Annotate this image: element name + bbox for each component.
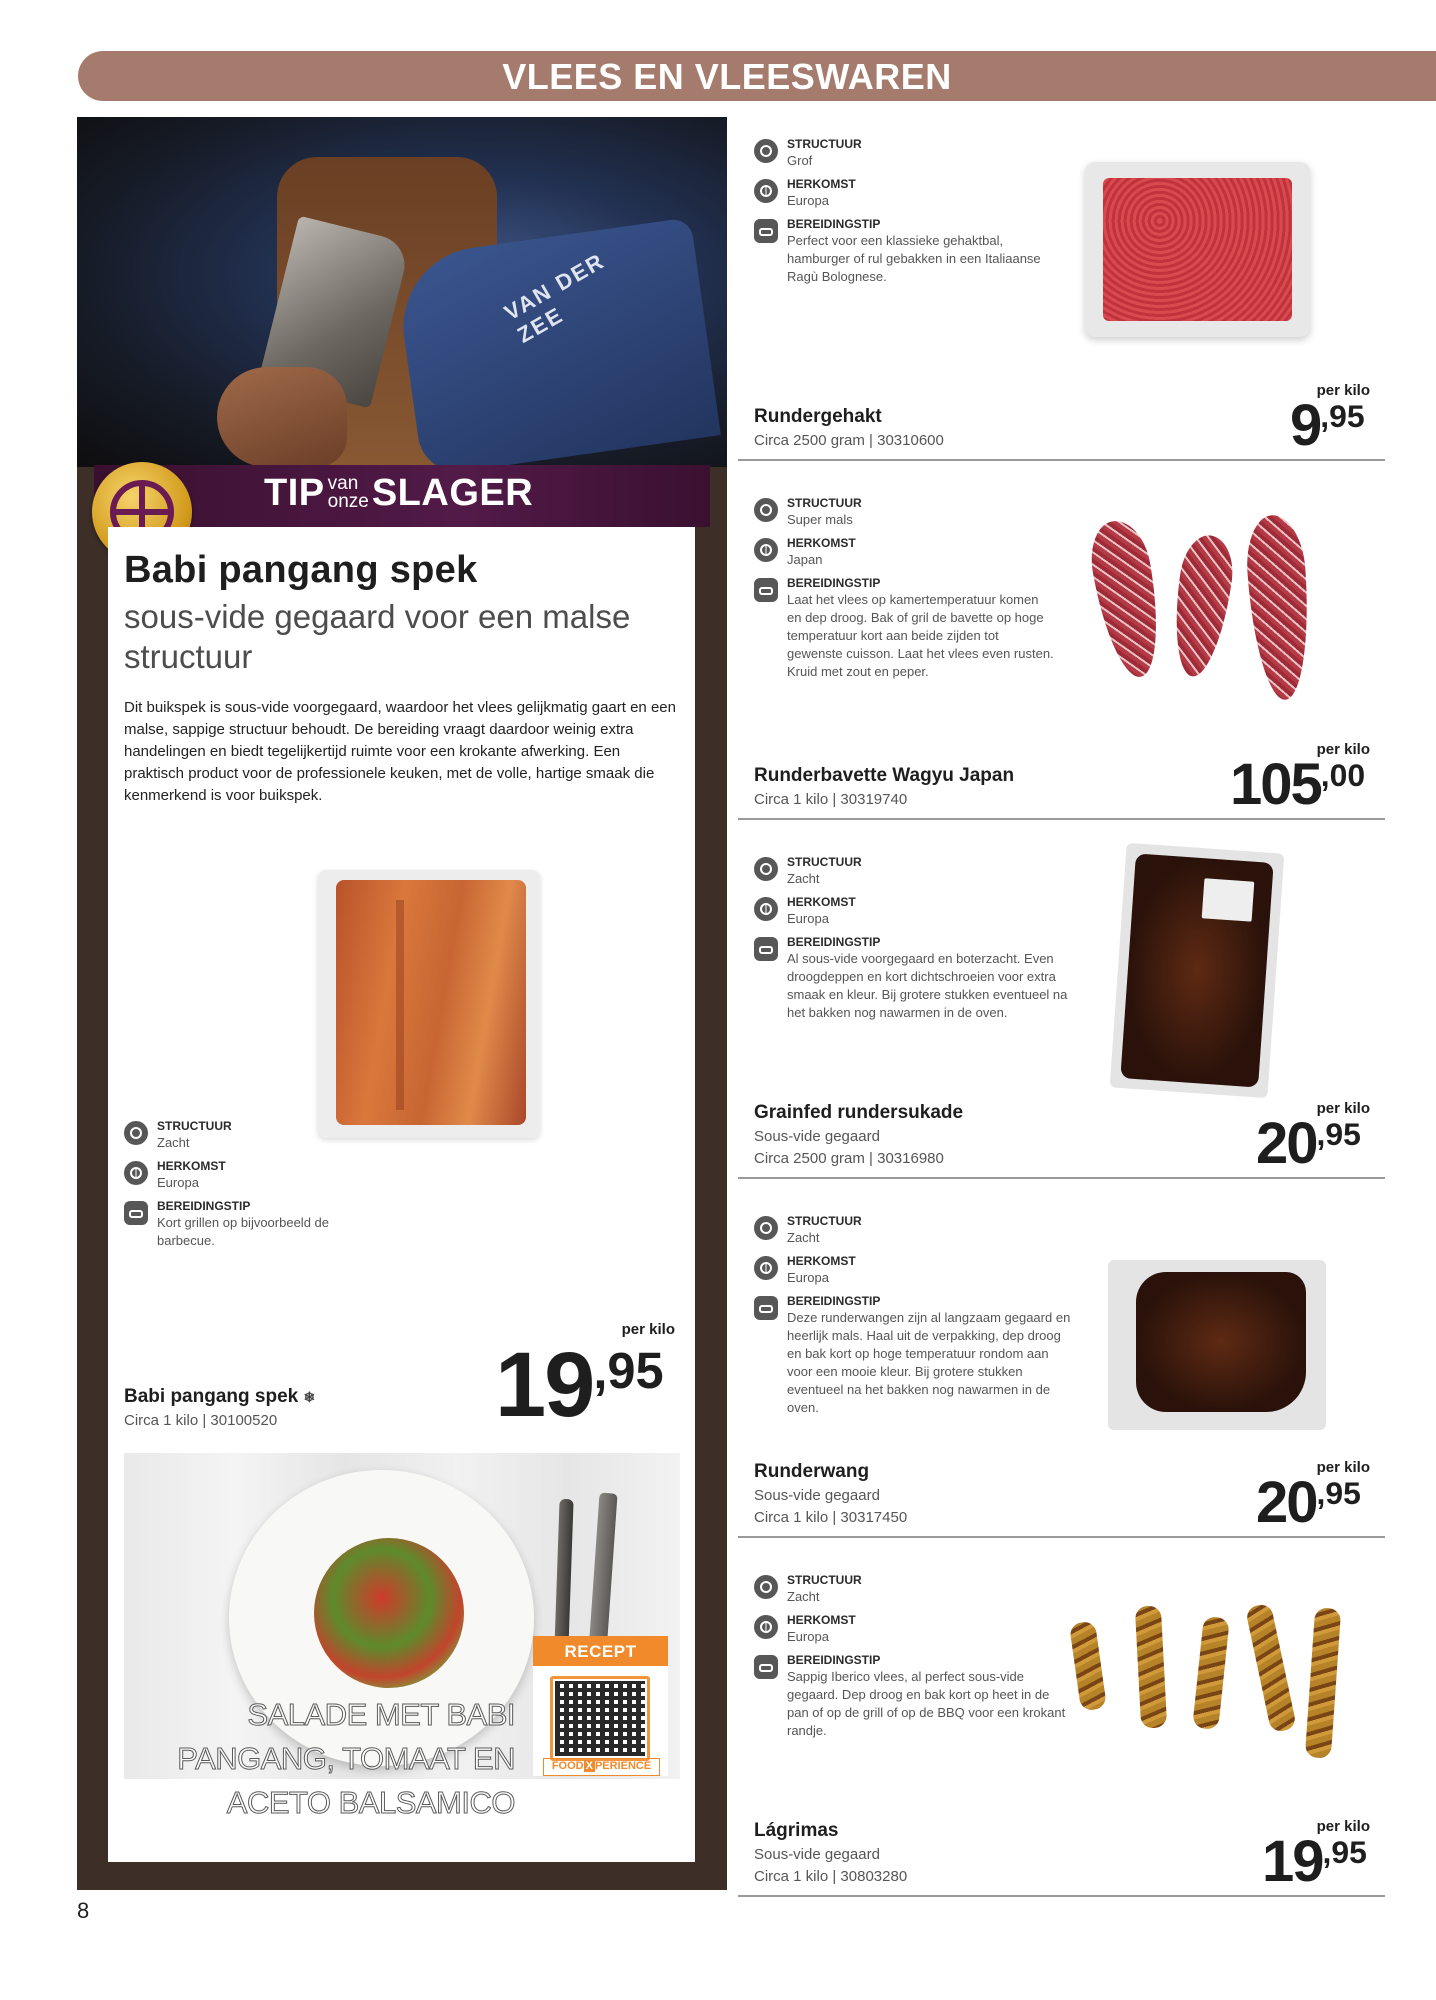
bereidingstip-label: BEREIDINGSTIP: [787, 1294, 881, 1308]
bereidingstip-value: Al sous-vide voorgegaard en boterzacht. Even droogdeppen en kort dichtschroeien voor extra smaak en kleur. Bij grotere stukken eventueel na het bakken nog nawarmen in de oven.: [787, 951, 1068, 1020]
bereidingstip-label: BEREIDINGSTIP: [787, 576, 881, 590]
bereidingstip-value: Sappig Iberico vlees, al perfect sous-vide gegaard. Dep droog en bak kort op heet in de pan of op de grill of op de BBQ voor een krokant randje.: [787, 1669, 1066, 1738]
herkomst-value: Europa: [787, 193, 829, 208]
bereidingstip-label: BEREIDINGSTIP: [787, 217, 881, 231]
herkomst-label: HERKOMST: [787, 177, 856, 191]
bereidingstip-value: Laat het vlees op kamertemperatuur komen en dep droog. Bak of gril de bavette op hoge temperatuur kort aan beide zijden tot gewenste cuisson. Laat het vlees even rusten. Kruid met zout en peper.: [787, 592, 1054, 679]
globe-icon: [754, 1615, 778, 1639]
structuur-label: STRUCTUUR: [787, 137, 862, 151]
product-detail: Sous-vide gegaard: [754, 1846, 880, 1863]
tip-banner-title: [264, 472, 533, 515]
product-price: $20^{,95}$: [1256, 1111, 1361, 1176]
tip-description: Dit buikspek is sous-vide voorgegaard, waardoor het vlees gelijkmatig gaart en een malse, sappige structuur behoudt. De bereiding vraagt daardoor weinig extra handelingen en biedt tegelijkertijd ruimte voor een krokante afwerking. Een praktisch product voor de professionele keuken, met de volle, hartige smaak die kenmerkend is voor buikspek.: [124, 699, 676, 804]
per-kilo: per kilo: [1316, 741, 1370, 758]
product-detail: Circa 1 kilo | 30803280: [754, 1868, 908, 1885]
babi-pangang-image: [318, 870, 540, 1138]
herkomst-value: Europa: [787, 1270, 829, 1285]
per-kilo: per kilo: [1316, 1459, 1370, 1476]
featured-name: [124, 1386, 315, 1408]
structuur-value: Zacht: [157, 1135, 190, 1150]
lagrimas-strip-2: [1135, 1605, 1167, 1728]
lagrimas-strip-5: [1305, 1607, 1341, 1758]
rundersukade-image: [1110, 843, 1285, 1098]
recipe-image[interactable]: [124, 1453, 680, 1820]
featured-name-text: Babi pangang spek: [124, 1386, 299, 1407]
product-name: Lágrimas: [754, 1820, 839, 1841]
featured-price: $19^{,95}$: [495, 1334, 664, 1436]
texture-icon: [754, 498, 778, 522]
herkomst-value: Europa: [157, 1175, 199, 1190]
globe-icon: [754, 179, 778, 203]
price-integer: 20: [1256, 1470, 1317, 1535]
texture-icon: [754, 1216, 778, 1240]
product-detail: Circa 2500 gram | 30310600: [754, 432, 944, 449]
product-name: Runderbavette Wagyu Japan: [754, 765, 1015, 786]
price-integer: 105: [1230, 752, 1321, 817]
tip-product-title: Babi pangang spek: [124, 549, 478, 591]
bereidingstip-label: BEREIDINGSTIP: [787, 1653, 881, 1667]
recept-badge: RECEPT: [533, 1636, 668, 1666]
herkomst-value: Japan: [787, 552, 823, 567]
featured-attributes: [124, 1119, 354, 1250]
qr-code-icon[interactable]: [555, 1681, 645, 1756]
bereidingstip-label: BEREIDINGSTIP: [787, 935, 881, 949]
cooking-pan-icon: [124, 1201, 148, 1225]
globe-icon: [754, 538, 778, 562]
runderwang-image: [1108, 1260, 1326, 1430]
product-price: $9^{,95}$: [1290, 393, 1365, 458]
herkomst-label: HERKOMST: [787, 895, 856, 909]
price-decimals: 95: [1325, 1116, 1361, 1153]
herkomst-label: HERKOMST: [157, 1159, 226, 1173]
product-detail: Sous-vide gegaard: [754, 1487, 880, 1504]
price-integer: 19: [1262, 1829, 1323, 1894]
structuur-label: STRUCTUUR: [787, 496, 862, 510]
divider: [738, 1536, 1385, 1538]
recipe-title-line-1: SALADE MET BABI: [247, 1697, 515, 1732]
structuur-value: Zacht: [787, 1589, 820, 1604]
cooking-pan-icon: [754, 937, 778, 961]
price-decimals: 95: [607, 1342, 664, 1400]
per-kilo: per kilo: [1316, 1818, 1370, 1835]
product-attributes: [754, 1214, 1074, 1417]
structuur-label: STRUCTUUR: [787, 855, 862, 869]
price-decimals: 00: [1329, 757, 1366, 794]
recipe-title-line-3: ACETO BALSAMICO: [226, 1785, 515, 1820]
divider: [738, 459, 1385, 461]
section-title: VLEES EN VLEESWAREN: [502, 56, 952, 97]
structuur-value: Zacht: [787, 1230, 820, 1245]
structuur-row: [124, 1119, 354, 1159]
product-attributes: [754, 137, 1054, 286]
product-detail: Circa 1 kilo | 30317450: [754, 1509, 908, 1526]
featured-per-kilo: per kilo: [621, 1321, 675, 1338]
van-onze: [327, 472, 369, 512]
featured-detail: Circa 1 kilo | 30100520: [124, 1412, 278, 1429]
texture-icon: [754, 857, 778, 881]
globe-icon: [754, 897, 778, 921]
product-name: Grainfed rundersukade: [754, 1102, 964, 1123]
per-kilo: per kilo: [1316, 1100, 1370, 1117]
rundergehakt-image: [1085, 162, 1310, 337]
structuur-value: Zacht: [787, 871, 820, 886]
texture-icon: [754, 139, 778, 163]
lagrimas-strip-1: [1069, 1621, 1107, 1712]
product-name: Rundergehakt: [754, 406, 882, 427]
product-detail: Circa 2500 gram | 30316980: [754, 1150, 944, 1167]
bereidingstip-value: Kort grillen op bijvoorbeeld de barbecue.: [157, 1215, 329, 1248]
foodxperience-logo: FOOD X PERIENCE: [543, 1758, 660, 1776]
bereidingstip-value: Deze runderwangen zijn al langzaam gegaard en heerlijk mals. Haal uit de verpakking, dep droog en bak kort op hoge temperatuur rondom aan voor een mooie kleur. Bij grotere stukken eventueel na het bakken nog nawarmen in de oven.: [787, 1310, 1071, 1415]
fork: [588, 1493, 617, 1654]
cooking-pan-icon: [754, 219, 778, 243]
van-word: van: [327, 472, 359, 494]
recipe-title-line-2: PANGANG, TOMAAT EN: [177, 1741, 515, 1776]
cooking-pan-icon: [754, 578, 778, 602]
price-integer: 9: [1290, 393, 1321, 458]
onze-word: onze: [327, 490, 369, 512]
wagyu-piece-3: [1244, 513, 1315, 702]
per-kilo: per kilo: [1316, 382, 1370, 399]
product-name: Runderwang: [754, 1461, 870, 1482]
herkomst-label: HERKOMST: [787, 1613, 856, 1627]
herkomst-value: Europa: [787, 1629, 829, 1644]
divider: [738, 818, 1385, 820]
structuur-label: STRUCTUUR: [157, 1119, 232, 1133]
structuur-label: STRUCTUUR: [787, 1214, 862, 1228]
price-integer: 20: [1256, 1111, 1317, 1176]
bereidingstip-value: Perfect voor een klassieke gehaktbal, hamburger of rul gebakken in een Italiaanse Ragù Bolognese.: [787, 233, 1041, 284]
product-detail: Circa 1 kilo | 30319740: [754, 791, 908, 808]
herkomst-row: [124, 1159, 354, 1199]
page-number: 8: [77, 1898, 90, 1923]
structuur-value: Grof: [787, 153, 813, 168]
sleeve-patch-logo: VAN DER ZEE: [500, 248, 610, 348]
recipe-title: [177, 1693, 515, 1825]
texture-icon: [754, 1575, 778, 1599]
lagrimas-strip-3: [1192, 1616, 1230, 1730]
product-attributes: [754, 1573, 1074, 1740]
butcher-photo: [77, 117, 727, 467]
product-price: $19^{,95}$: [1262, 1829, 1367, 1894]
divider: [738, 1177, 1385, 1179]
globe-icon: [754, 1256, 778, 1280]
product-price: $105^{,00}$: [1230, 752, 1366, 817]
texture-icon: [124, 1121, 148, 1145]
cooking-pan-icon: [754, 1655, 778, 1679]
structuur-value: Super mals: [787, 512, 853, 527]
herkomst-label: HERKOMST: [787, 536, 856, 550]
product-attributes: [754, 855, 1074, 1022]
wagyu-piece-1: [1085, 516, 1170, 682]
price-decimals: 95: [1331, 1834, 1367, 1871]
price-decimals: 95: [1329, 398, 1365, 435]
salad: [314, 1538, 464, 1688]
bereidingstip-row: [124, 1199, 354, 1250]
product-detail: Sous-vide gegaard: [754, 1128, 880, 1145]
tip-word: TIP: [264, 472, 325, 514]
globe-icon: [124, 1161, 148, 1185]
cooking-pan-icon: [754, 1296, 778, 1320]
price-decimals: 95: [1325, 1475, 1361, 1512]
tip-product-subtitle: sous-vide gegaard voor een malse structuur: [124, 598, 631, 675]
herkomst-label: HERKOMST: [787, 1254, 856, 1268]
lagrimas-strip-4: [1245, 1603, 1297, 1734]
slager-word: SLAGER: [371, 472, 534, 514]
knife: [554, 1499, 573, 1649]
herkomst-value: Europa: [787, 911, 829, 926]
product-attributes: [754, 496, 1054, 681]
frozen-icon: ❄: [303, 1389, 316, 1405]
hand: [217, 367, 347, 467]
product-price: $20^{,95}$: [1256, 1470, 1361, 1535]
divider: [738, 1895, 1385, 1897]
bereidingstip-label: BEREIDINGSTIP: [157, 1199, 251, 1213]
wagyu-piece-2: [1166, 532, 1237, 680]
structuur-label: STRUCTUUR: [787, 1573, 862, 1587]
price-integer: 19: [495, 1334, 594, 1436]
recipe-qr-card[interactable]: [533, 1636, 668, 1776]
section-header: [78, 51, 1436, 101]
